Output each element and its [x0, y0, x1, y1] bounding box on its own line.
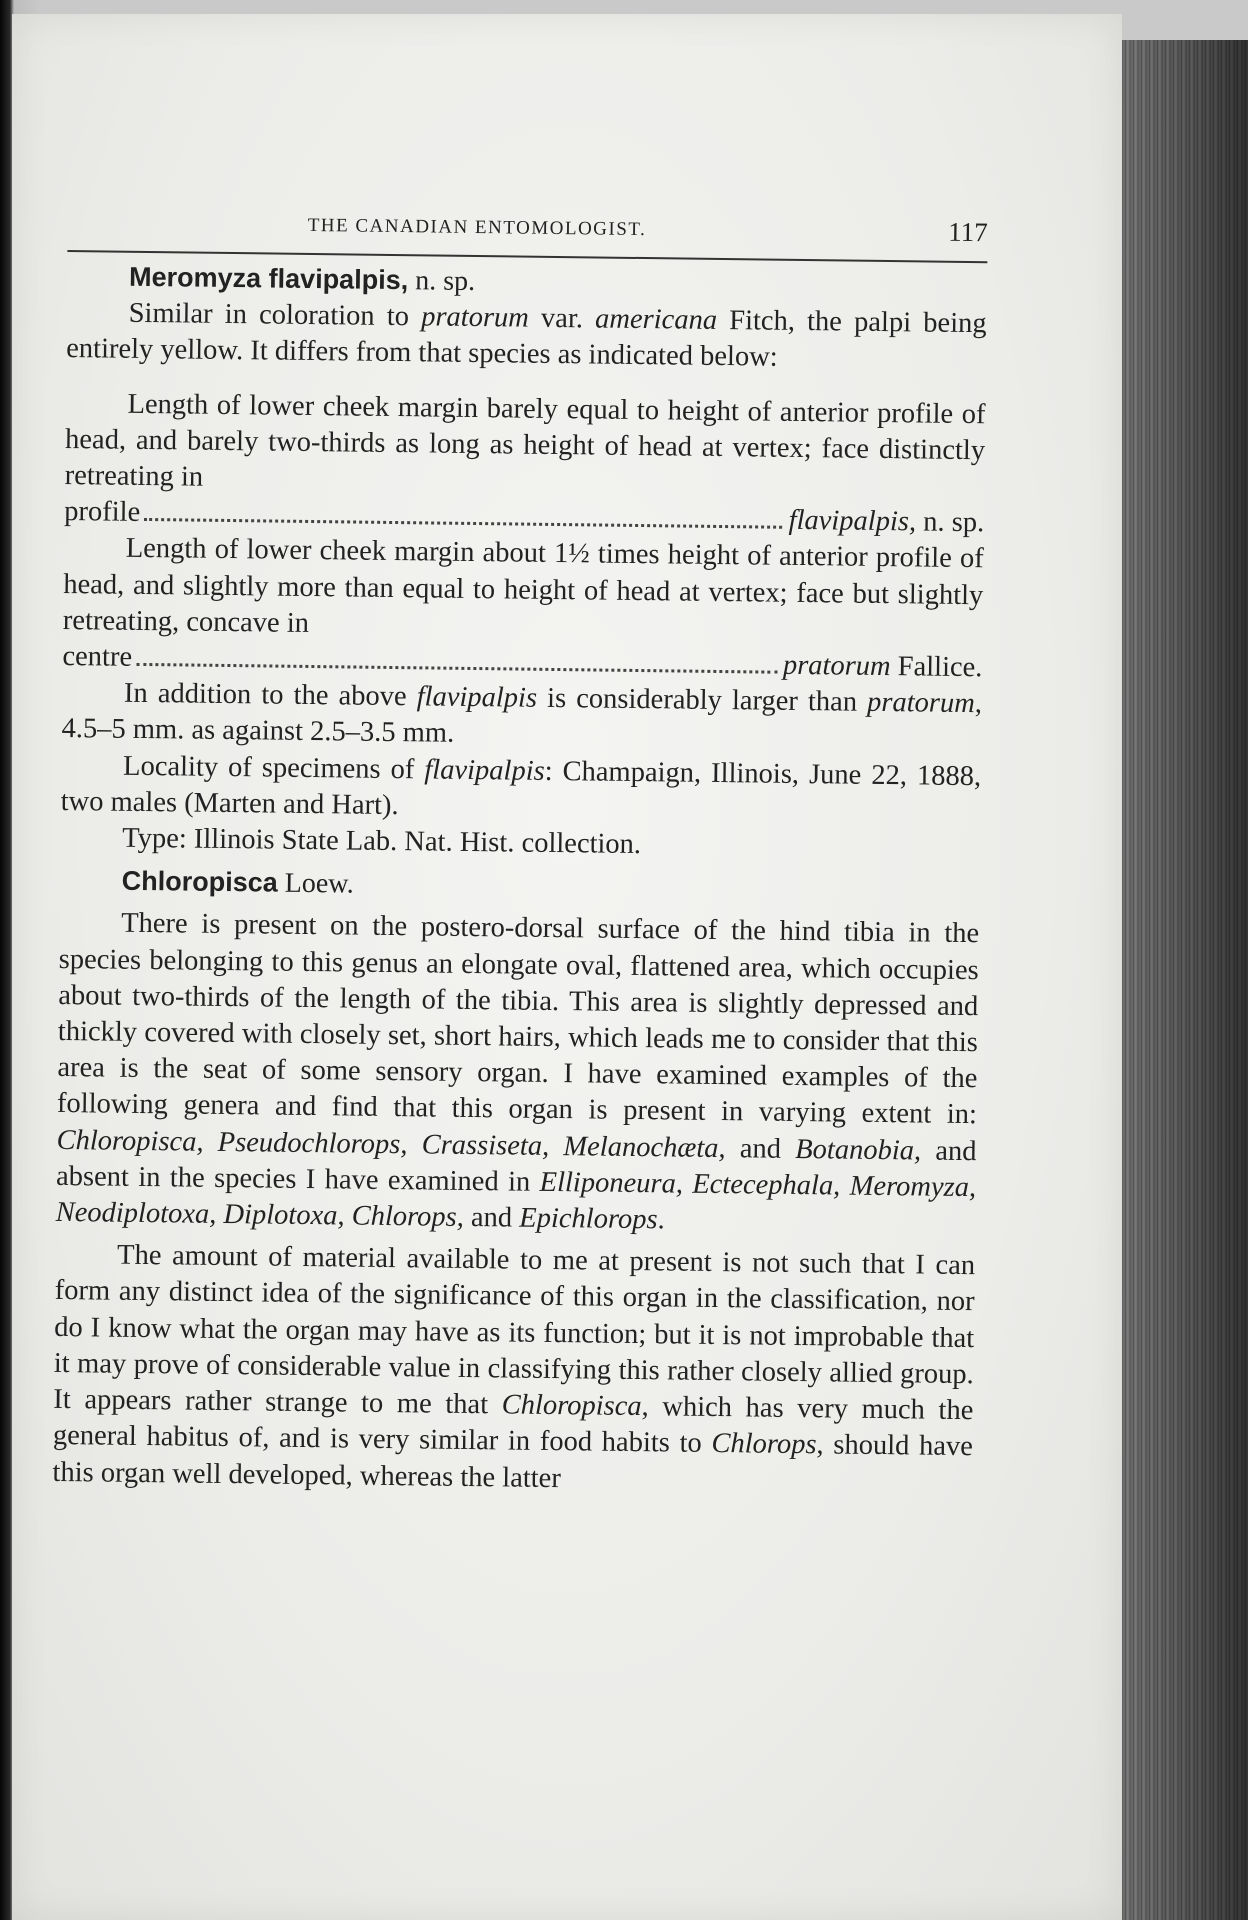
chloropisca-paragraph-2: The amount of material available to me at present is not such that I can form any distinct idea of the significance of this organ in the classification, nor do I know what the organ may have as its function; but it is not improbable that it may prove of considerable value in classifying this rather closely allied group. It appears rather strange to me that Chloropisca, which has very much the general habitus of, and is very similar in food habits to Chlorops, should have this organ well developed, whereas the latter	[52, 1239, 976, 1494]
meromyza-intro: Similar in coloration to pratorum var. americana Fitch, the palpi being entirely yellow. It differs from that species as indicated below:	[66, 297, 987, 374]
key-couplet-2: Length of lower cheek margin about 1½ times height of anterior profile of head, and slightly more than equal to height of head at vertex; face but slightly retreating, concave in	[62, 533, 984, 639]
page-edge-shadow	[1118, 40, 1248, 1920]
meromyza-heading: Meromyza flavipalpis, n. sp.	[128, 261, 476, 297]
size-comparison-paragraph: In addition to the above flavipalpis is considerably larger than pratorum, 4.5–5 mm. as against 2.5–3.5 mm.	[61, 677, 983, 750]
text-block	[52, 204, 988, 1502]
locality-paragraph: Locality of specimens of flavipalpis: Champaign, Illinois, June 22, 1888, two males (Marten and Hart).	[60, 750, 982, 821]
page-number: 117	[948, 216, 988, 248]
dot-leader	[136, 663, 777, 674]
type-paragraph: Type: Illinois State Lab. Nat. Hist. collection.	[122, 822, 642, 861]
chloropisca-paragraph-1: There is present on the postero-dorsal surface of the hind tibia in the species belonging to this genus an elongate oval, flattened area, which occupies about two-thirds of the length of the tibia. This area is slightly depressed and thickly covered with closely set, short hairs, which leads me to consider that this area is the seat of some sensory organ. I have examined examples of the following genera and find that this organ is present in varying extent in: Chloropisca, Pseudochlorops, Crassiseta, Melanochæta, and Botanobia, and absent in the species I have examined in Elliponeura, Ectecephala, Meromyza, Neodiplotoxa, Diplotoxa, Chlorops, and Epichlorops.	[55, 908, 980, 1236]
chloropisca-heading: Chloropisca Loew.	[121, 865, 354, 900]
running-head: THE CANADIAN ENTOMOLOGIST.	[307, 214, 647, 241]
dot-leader	[144, 518, 782, 529]
key-couplet-2-result: centre pratorum Fallice.	[62, 640, 983, 684]
book-page	[12, 14, 1122, 1920]
key-couplet-1-result: profile flavipalpis, n. sp.	[64, 496, 985, 539]
key-couplet-1: Length of lower cheek margin barely equal to height of anterior profile of head, and barely two-thirds as long as height of head at vertex; face distinctly retreating in	[64, 388, 986, 493]
